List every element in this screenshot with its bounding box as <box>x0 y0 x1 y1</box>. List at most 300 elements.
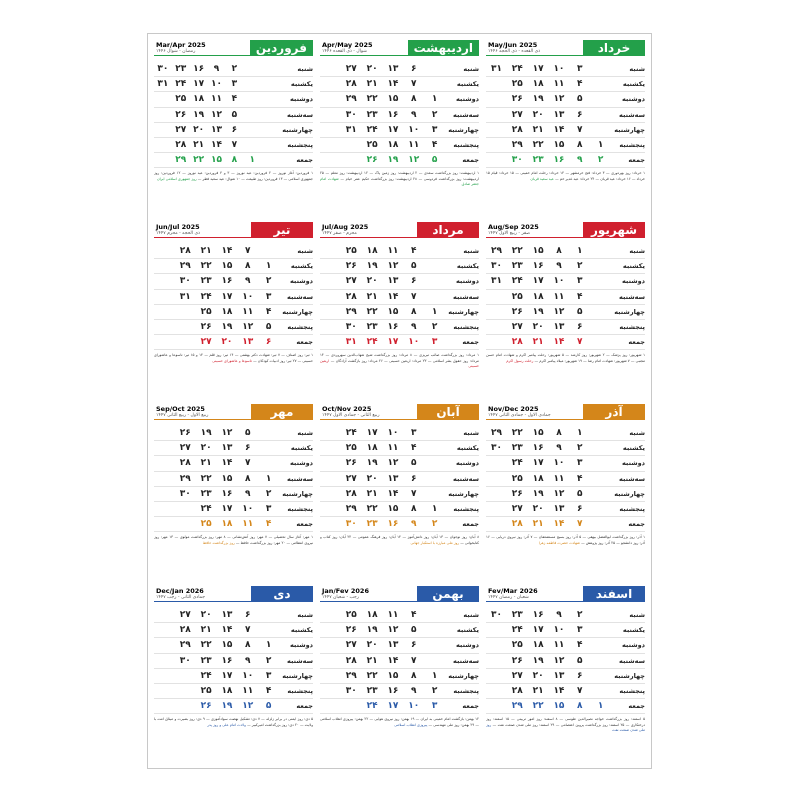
day-number: ۱۹ <box>200 428 212 439</box>
day-number: ۳ <box>231 79 238 90</box>
day-cell <box>403 489 424 499</box>
day-cell <box>403 261 424 271</box>
weekday-row <box>320 502 479 517</box>
day-cells <box>154 276 279 286</box>
day-number: ۲۴ <box>200 504 212 515</box>
day-cell <box>507 625 528 635</box>
day-number: ۱۴ <box>221 625 233 636</box>
day-cell <box>196 261 217 271</box>
day-cells <box>486 140 611 150</box>
day-cell <box>383 292 404 302</box>
day-cell <box>320 64 341 74</box>
day-cells <box>154 504 279 514</box>
day-number: ۱۵ <box>211 155 222 166</box>
day-cell <box>196 474 217 484</box>
hijri-range: رجب - شعبان ۱۴۴۷ <box>322 595 359 600</box>
month-block <box>320 404 479 582</box>
day-number: ۱۹ <box>221 701 233 712</box>
day-cell <box>341 337 362 347</box>
day-number: ۸ <box>245 473 251 484</box>
month-notes <box>154 353 313 364</box>
day-number: ۱۲ <box>553 306 565 317</box>
day-number: ۱۹ <box>366 261 378 272</box>
day-cell <box>258 489 279 499</box>
day-number: ۳۰ <box>345 109 357 120</box>
day-cell <box>383 337 404 347</box>
day-cell <box>258 443 279 453</box>
day-number: ۲۷ <box>511 670 523 681</box>
day-cell <box>258 610 279 620</box>
day-number: ۲۵ <box>366 140 378 151</box>
day-cell <box>362 64 383 74</box>
weekday-row <box>320 290 479 305</box>
day-cells <box>486 155 611 165</box>
day-number: ۲۴ <box>175 79 187 90</box>
day-number: ۹ <box>577 155 583 166</box>
day-cell <box>172 64 190 74</box>
day-cell <box>590 489 611 499</box>
weekday-row <box>486 487 645 502</box>
day-cell <box>569 110 590 120</box>
day-number: ۲۷ <box>175 124 187 135</box>
day-cell <box>403 94 424 104</box>
day-cell <box>549 79 570 89</box>
day-cells <box>154 322 279 332</box>
day-cell <box>507 504 528 514</box>
weekday-row <box>154 487 313 502</box>
day-cell <box>362 610 383 620</box>
day-cell <box>341 610 362 620</box>
day-number: ۱۶ <box>221 655 233 666</box>
month-sub-header <box>320 223 417 238</box>
day-number: ۲۴ <box>366 124 378 135</box>
day-number: ۷ <box>577 124 583 135</box>
weekday-row <box>486 669 645 684</box>
weekday-label: شنبه <box>629 65 645 74</box>
hijri-range: جمادی الاول - جمادی الثانی ۱۴۴۷ <box>488 413 551 418</box>
day-cell <box>507 94 528 104</box>
gregorian-range: Sep/Oct 2025 <box>156 405 205 413</box>
weekday-label: شنبه <box>463 65 479 74</box>
day-cell <box>507 155 528 165</box>
weekday-row <box>320 62 479 77</box>
weekday-label: دوشنبه <box>455 277 479 286</box>
weekday-row <box>320 153 479 168</box>
month-sub-header <box>320 405 417 420</box>
day-cell <box>225 79 243 89</box>
weekday-row <box>320 487 479 502</box>
day-cells <box>486 337 611 347</box>
day-cell <box>569 94 590 104</box>
day-cell <box>225 155 243 165</box>
weekday-row <box>154 426 313 441</box>
day-cells <box>486 458 611 468</box>
day-cell <box>154 504 175 514</box>
day-cell <box>320 94 341 104</box>
weekday-row <box>320 608 479 623</box>
day-cell <box>196 337 217 347</box>
month-notes <box>320 535 479 546</box>
day-number: ۶ <box>411 640 417 651</box>
day-cell <box>486 337 507 347</box>
day-cell <box>341 307 362 317</box>
day-cells <box>320 246 445 256</box>
day-cell <box>403 701 424 711</box>
day-number: ۸ <box>577 701 583 712</box>
week-rows <box>486 62 645 168</box>
day-cell <box>424 656 445 666</box>
day-number: ۲ <box>577 443 583 454</box>
months-grid <box>154 40 645 764</box>
day-cell <box>217 458 238 468</box>
weekday-label: پنجشنبه <box>619 141 645 150</box>
day-number: ۴ <box>411 443 417 454</box>
day-number: ۱ <box>431 504 438 515</box>
day-cell <box>569 656 590 666</box>
weekday-label: جمعه <box>462 702 479 711</box>
day-cells <box>154 246 279 256</box>
day-number: ۱۲ <box>553 94 565 105</box>
day-number: ۱۹ <box>193 109 205 120</box>
holiday-highlight: روز ملی مبارزه با استکبار جهانی <box>410 540 460 545</box>
day-cell <box>196 504 217 514</box>
day-number: ۵ <box>411 625 417 636</box>
day-cell <box>258 307 279 317</box>
weekday-row <box>486 320 645 335</box>
day-cell <box>383 94 404 104</box>
day-cell <box>258 640 279 650</box>
day-cell <box>549 671 570 681</box>
day-cell <box>549 504 570 514</box>
day-cell <box>320 474 341 484</box>
day-number: ۲۷ <box>345 640 357 651</box>
day-cell <box>507 686 528 696</box>
day-cells <box>486 474 611 484</box>
day-number: ۱۳ <box>221 610 233 621</box>
day-cell <box>486 686 507 696</box>
weekday-row <box>320 274 479 289</box>
day-number: ۲۱ <box>532 686 544 697</box>
weekday-row <box>486 77 645 92</box>
month-sub-header <box>154 223 251 238</box>
weekday-row <box>486 138 645 153</box>
day-number: ۲۶ <box>345 261 357 272</box>
holiday-highlight: تاسوعا و عاشورای حسینی <box>212 358 252 363</box>
day-number: ۴ <box>265 686 272 697</box>
day-cell <box>403 474 424 484</box>
day-cell <box>403 625 424 635</box>
day-cell <box>196 322 217 332</box>
day-cell <box>424 671 445 681</box>
day-cell <box>362 474 383 484</box>
month-notes <box>486 717 645 733</box>
day-cell <box>590 79 611 89</box>
weekday-label: جمعه <box>628 520 645 529</box>
weekday-label: شنبه <box>463 247 479 256</box>
day-number: ۱۳ <box>387 64 399 75</box>
weekday-label: پنجشنبه <box>287 687 313 696</box>
day-cell <box>175 307 196 317</box>
day-cell <box>486 79 507 89</box>
holiday-highlight: روز ملی شدن صنعت نفت <box>486 722 645 733</box>
day-cell <box>196 610 217 620</box>
day-cells <box>486 79 611 89</box>
day-cell <box>486 307 507 317</box>
day-cell <box>403 640 424 650</box>
day-cell <box>320 261 341 271</box>
day-number: ۲۷ <box>345 64 357 75</box>
month-block <box>320 40 479 218</box>
day-cell <box>172 79 190 89</box>
month-block <box>486 586 645 764</box>
day-cells <box>320 94 445 104</box>
day-number: ۱ <box>431 670 438 681</box>
day-cell <box>217 686 238 696</box>
day-cell <box>320 337 341 347</box>
day-cell <box>403 519 424 529</box>
day-cells <box>320 701 445 711</box>
day-cells <box>486 125 611 135</box>
day-number: ۲۶ <box>511 655 523 666</box>
day-cells <box>154 79 279 89</box>
weekday-row <box>154 502 313 517</box>
day-cell <box>217 519 238 529</box>
weekday-label: یکشنبه <box>456 444 479 453</box>
day-number: ۲۸ <box>175 140 187 151</box>
day-number: ۱۵ <box>553 701 565 712</box>
day-number: ۱۹ <box>532 488 544 499</box>
day-cell <box>403 79 424 89</box>
day-cell <box>190 79 208 89</box>
day-cell <box>569 337 590 347</box>
day-cell <box>528 458 549 468</box>
day-cell <box>549 155 570 165</box>
day-number: ۲۵ <box>200 306 212 317</box>
day-number: ۲۳ <box>366 519 378 530</box>
day-cell <box>258 519 279 529</box>
day-cell <box>217 307 238 317</box>
day-cell <box>362 261 383 271</box>
day-cells <box>486 489 611 499</box>
month-header <box>154 404 313 424</box>
day-cell <box>424 504 445 514</box>
week-rows <box>320 62 479 168</box>
day-cell <box>549 246 570 256</box>
weekday-row <box>154 92 313 107</box>
day-cell <box>341 125 362 135</box>
day-cells <box>320 504 445 514</box>
weekday-row <box>154 517 313 532</box>
day-cell <box>549 292 570 302</box>
day-cell <box>243 94 261 104</box>
day-cell <box>320 686 341 696</box>
day-number: ۲۷ <box>345 276 357 287</box>
day-cells <box>320 686 445 696</box>
month-header <box>320 40 479 60</box>
day-number: ۳۰ <box>490 610 502 621</box>
day-cell <box>154 428 175 438</box>
day-cell <box>403 337 424 347</box>
day-number: ۱۶ <box>532 261 544 272</box>
day-cell <box>486 701 507 711</box>
weekday-row <box>486 426 645 441</box>
day-number: ۱۵ <box>221 473 233 484</box>
day-number: ۱۸ <box>366 610 378 621</box>
day-number: ۲۸ <box>345 488 357 499</box>
day-number: ۱۴ <box>553 686 565 697</box>
day-number: ۲۳ <box>200 276 212 287</box>
day-cell <box>172 155 190 165</box>
day-number: ۱۱ <box>387 443 399 454</box>
day-cell <box>569 140 590 150</box>
weekday-row <box>154 244 313 259</box>
day-number: ۱۵ <box>532 428 544 439</box>
day-number: ۹ <box>245 655 251 666</box>
day-number: ۱۵ <box>221 261 233 272</box>
day-cell <box>383 443 404 453</box>
day-cell <box>196 640 217 650</box>
day-cell <box>258 625 279 635</box>
weekday-label: دوشنبه <box>289 459 313 468</box>
weekday-label: سه‌شنبه <box>453 110 479 119</box>
day-cell <box>320 307 341 317</box>
day-cell <box>507 489 528 499</box>
day-number: ۵ <box>577 306 583 317</box>
day-number: ۱۴ <box>387 291 399 302</box>
day-cell <box>190 140 208 150</box>
day-number: ۳۰ <box>345 322 357 333</box>
day-cell <box>383 610 404 620</box>
weekday-row <box>320 138 479 153</box>
day-cell <box>507 458 528 468</box>
day-number: ۱۹ <box>366 625 378 636</box>
day-number: ۴ <box>265 519 272 530</box>
day-number: ۲۷ <box>200 337 212 348</box>
day-cell <box>175 322 196 332</box>
day-number: ۲۸ <box>179 246 191 257</box>
day-cell <box>383 322 404 332</box>
day-cell <box>507 656 528 666</box>
day-number: ۶ <box>411 64 417 75</box>
day-cell <box>549 519 570 529</box>
day-cells <box>154 458 279 468</box>
day-cell <box>486 140 507 150</box>
day-cell <box>362 337 383 347</box>
day-number: ۲۳ <box>366 322 378 333</box>
month-notes <box>486 535 645 546</box>
weekday-row <box>320 654 479 669</box>
day-number: ۲ <box>265 488 272 499</box>
day-cell <box>258 292 279 302</box>
month-block <box>154 222 313 400</box>
day-cell <box>154 246 175 256</box>
notes-text: ۱ خرداد: روز بهره‌وری — ۳ خرداد: فتح خرمشهر — ۱۴ خرداد: رحلت امام خمینی — ۱۵ خرداد: قیام ۱۵ خرداد — ۱۶ خرداد: عید قربان — ۲۴ خرداد: عید غدیر خم — <box>486 171 645 181</box>
day-number: ۹ <box>556 610 562 621</box>
weekday-label: یکشنبه <box>456 626 479 635</box>
day-cells <box>320 125 445 135</box>
day-cell <box>208 64 226 74</box>
day-cell <box>486 125 507 135</box>
day-number: ۲۵ <box>511 79 523 90</box>
weekday-label: شنبه <box>297 611 313 620</box>
day-number: ۲۶ <box>179 428 191 439</box>
day-cell <box>217 276 238 286</box>
day-number: ۲۰ <box>200 610 212 621</box>
day-cells <box>320 428 445 438</box>
day-number: ۱۷ <box>221 504 233 515</box>
day-cell <box>258 322 279 332</box>
weekday-row <box>154 699 313 714</box>
day-cell <box>217 443 238 453</box>
day-number: ۲۵ <box>200 686 212 697</box>
weekday-row <box>154 62 313 77</box>
day-cell <box>590 276 611 286</box>
day-cell <box>225 64 243 74</box>
day-number: ۱۶ <box>193 64 205 75</box>
weekday-row <box>154 441 313 456</box>
day-number: ۲۸ <box>511 337 523 348</box>
month-name: آبان <box>417 404 479 420</box>
day-cell <box>208 140 226 150</box>
day-number: ۶ <box>245 610 251 621</box>
weekday-label: یکشنبه <box>622 262 645 271</box>
weekday-label: پنجشنبه <box>453 687 479 696</box>
day-number: ۲۴ <box>511 276 523 287</box>
day-cell <box>403 428 424 438</box>
weekday-row <box>486 638 645 653</box>
day-cell <box>190 125 208 135</box>
gregorian-range: Fev/Mar 2026 <box>488 587 538 595</box>
day-number: ۱۱ <box>553 291 565 302</box>
gregorian-range: Aug/Sep 2025 <box>488 223 539 231</box>
day-number: ۴ <box>265 306 272 317</box>
day-number: ۶ <box>411 276 417 287</box>
day-number: ۲۳ <box>511 443 523 454</box>
day-number: ۱۲ <box>242 701 254 712</box>
day-number: ۱۳ <box>211 124 222 135</box>
day-cells <box>320 64 445 74</box>
weekday-row <box>154 623 313 638</box>
day-number: ۲۹ <box>345 94 357 105</box>
day-cells <box>486 292 611 302</box>
day-number: ۱۱ <box>242 519 254 530</box>
day-number: ۱۰ <box>553 458 565 469</box>
day-cell <box>403 64 424 74</box>
day-cell <box>590 625 611 635</box>
day-number: ۱۲ <box>242 322 254 333</box>
weekday-row <box>154 153 313 168</box>
day-number: ۲۹ <box>490 428 502 439</box>
day-number: ۱۶ <box>532 610 544 621</box>
day-cell <box>320 140 341 150</box>
day-number: ۱۷ <box>387 701 399 712</box>
day-cell <box>237 276 258 286</box>
day-number: ۳ <box>265 504 272 515</box>
day-cell <box>208 125 226 135</box>
day-cell <box>217 489 238 499</box>
day-number: ۷ <box>411 291 417 302</box>
weekday-label: جمعه <box>296 338 313 347</box>
day-cell <box>528 610 549 620</box>
day-cell <box>424 94 445 104</box>
hijri-range: ربیع الاول - ربیع الثانی ۱۴۴۷ <box>156 413 209 418</box>
day-number: ۱۶ <box>387 109 399 120</box>
day-number: ۱۱ <box>387 610 399 621</box>
weekday-label: جمعه <box>462 156 479 165</box>
month-sub-header <box>320 41 408 56</box>
day-cell <box>320 322 341 332</box>
day-cell <box>424 337 445 347</box>
